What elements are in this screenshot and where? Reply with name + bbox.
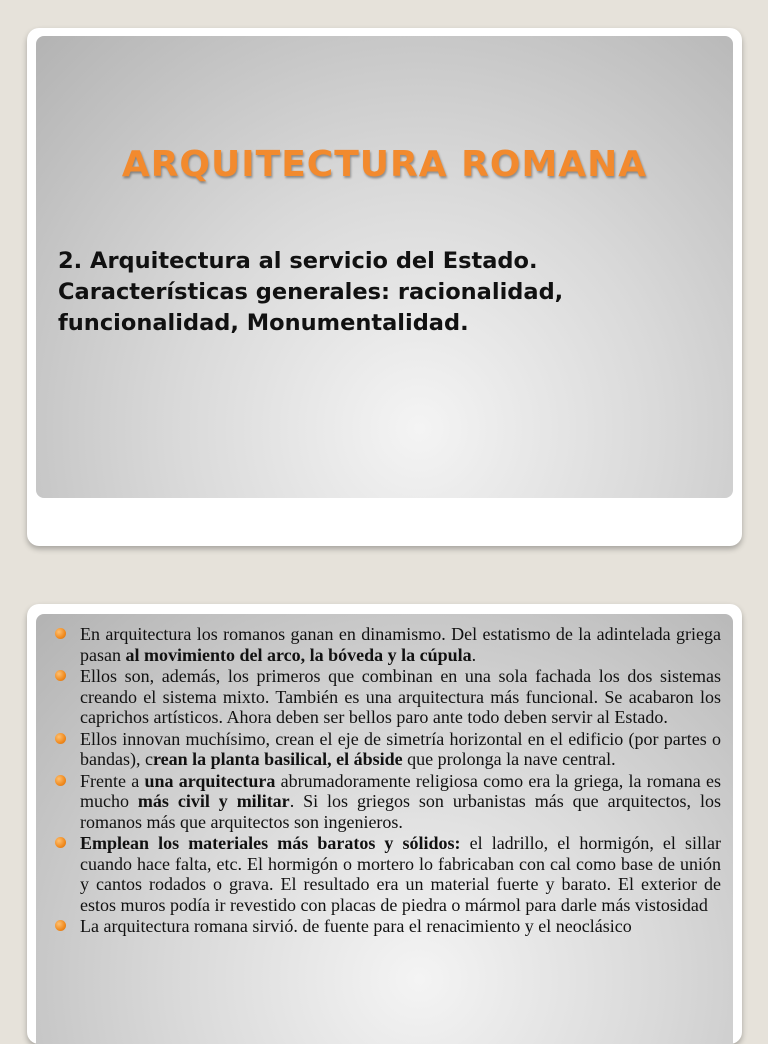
bullet-dot-icon bbox=[55, 837, 66, 848]
bullet-dot-icon bbox=[55, 670, 66, 681]
bullet-item bbox=[54, 916, 721, 937]
subtitle-line: 2. Arquitectura al servicio del Estado. bbox=[58, 248, 538, 274]
bullet-text: que prolonga la nave central. bbox=[402, 749, 616, 769]
bullet-dot-icon bbox=[55, 775, 66, 786]
slide-1 bbox=[27, 28, 742, 546]
slide-2 bbox=[27, 604, 742, 1044]
bullet-dot-icon bbox=[55, 628, 66, 639]
bullet-item bbox=[54, 771, 721, 833]
bullet-text: Ellos son, además, los primeros que combinan en una sola fachada los dos sistemas creando el sistema mixto. También es una arquitectura más funcional. Se acabaron los caprichos artísticos. Ahora deben ser bellos paro ante todo deben servir al Estado. bbox=[80, 666, 721, 727]
bullet-item bbox=[54, 833, 721, 915]
bullet-item bbox=[54, 666, 721, 728]
bullet-bold-text: rean la planta basilical, el ábside bbox=[152, 749, 403, 769]
subtitle-line: funcionalidad, Monumentalidad. bbox=[58, 310, 469, 336]
bullet-text: el ladrillo, el hormigón, el sillar cuando hace falta, etc. El hormigón o mortero lo fabricaban con cal como base de unión y cantos rodados o grava. El resultado era un material fuerte y barato. El exterior de estos muros podía ir revestido con placas de piedra o mármol para darle más vistosidad bbox=[80, 833, 722, 915]
subtitle-line: Características generales: racionalidad, bbox=[58, 279, 564, 305]
slide-2-panel bbox=[36, 614, 733, 1044]
bullet-list bbox=[54, 624, 721, 938]
bullet-text: Frente a bbox=[80, 770, 145, 791]
bullet-text: . bbox=[471, 644, 477, 665]
bullet-bold-text: al movimiento del arco, la bóveda y la cúpula bbox=[125, 644, 472, 665]
bullet-item bbox=[54, 729, 721, 770]
bullet-dot-icon bbox=[55, 920, 66, 931]
bullet-text: Ellos innovan muchísimo, crean el eje de simetría horizontal en el edificio (por partes o bandas), c bbox=[80, 728, 721, 769]
bullet-text: . Si los griegos son urbanistas más que arquitectos, los romanos más que arquitectos son ingenieros. bbox=[80, 791, 721, 832]
bullet-item bbox=[54, 624, 721, 665]
bullet-dot-icon bbox=[55, 733, 66, 744]
bullet-bold-text: una arquitectura bbox=[144, 770, 276, 791]
bullet-text: La arquitectura romana sirvió. de fuente para el renacimiento y el neoclásico bbox=[80, 916, 632, 936]
bullet-bold-text: Emplean los materiales más baratos y sólidos: bbox=[80, 833, 461, 853]
bullet-text: abrumadoramente religiosa como era la griega, la romana es mucho bbox=[80, 770, 721, 811]
slide-1-panel bbox=[36, 36, 733, 498]
bullet-bold-text: más civil y militar bbox=[137, 791, 290, 811]
slide-title: ARQUITECTURA ROMANA bbox=[121, 144, 648, 185]
slide-subtitle bbox=[58, 246, 713, 339]
bullet-text: En arquitectura los romanos ganan en dinamismo. Del estatismo de la adintelada griega pasan bbox=[80, 624, 721, 665]
